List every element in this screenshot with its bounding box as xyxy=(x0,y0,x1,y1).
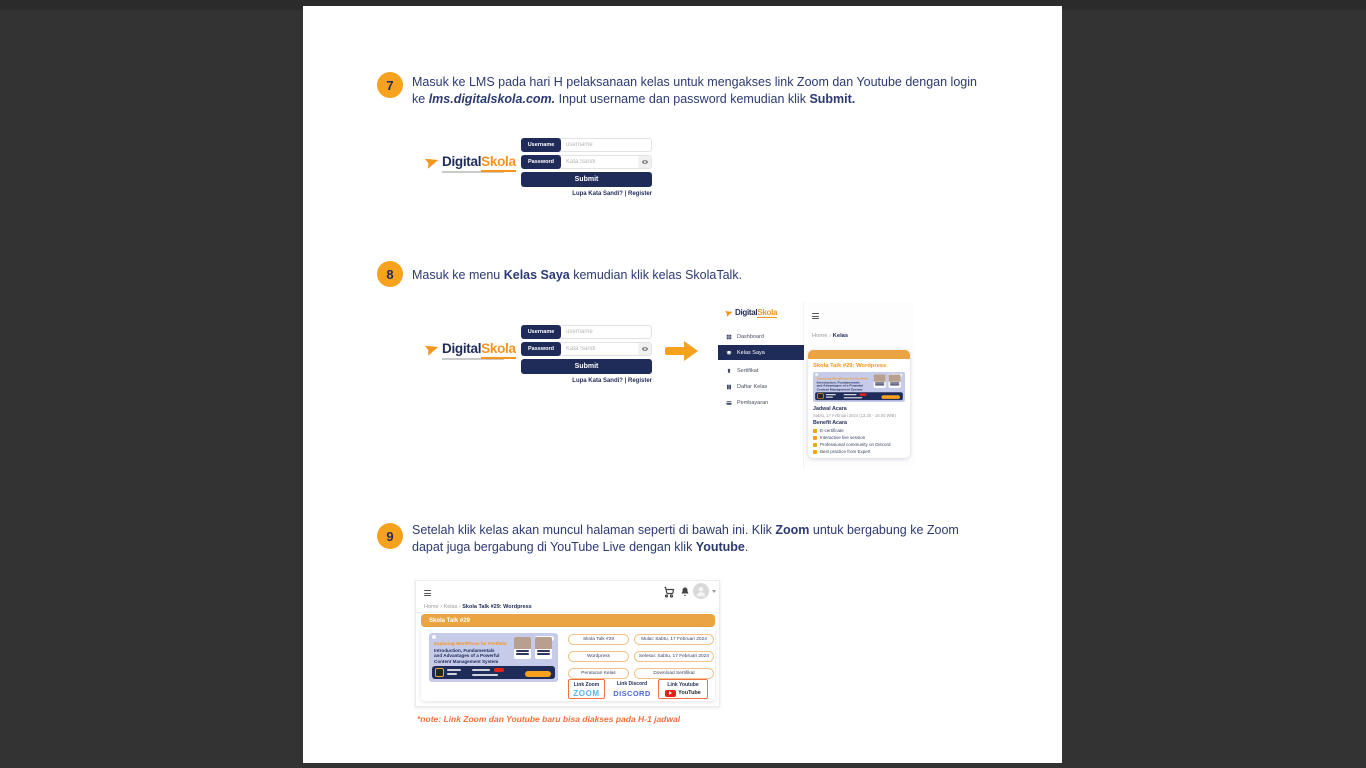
bell-icon[interactable] xyxy=(679,586,691,598)
sidebar-item-kelas-saya[interactable] xyxy=(718,345,804,360)
digitalskola-logo xyxy=(425,154,520,173)
link-zoom-box[interactable] xyxy=(568,679,605,699)
lms-kelas-screenshot xyxy=(718,302,914,468)
benefit-bullet-icon xyxy=(813,443,817,447)
banner-footer-strip xyxy=(432,666,555,679)
class-banner xyxy=(813,372,905,402)
link-youtube-box[interactable] xyxy=(658,679,708,699)
pill-peraturan-kelas[interactable]: Peraturan Kelas xyxy=(568,668,629,679)
speaker-photo xyxy=(535,637,552,649)
sidebar-item-label: Kelas Saya xyxy=(737,349,765,356)
speaker-photo xyxy=(514,637,531,649)
username-input[interactable] xyxy=(558,325,652,339)
password-row xyxy=(521,155,652,169)
speaker-photo-card xyxy=(889,374,901,387)
login-screenshot-2 xyxy=(425,325,653,391)
zoom-link[interactable]: ZOOM xyxy=(573,689,600,698)
sidebar-item-label: Sertifikat xyxy=(737,367,759,374)
pill-class-topic[interactable]: Wordpress xyxy=(568,651,629,662)
step-9-youtube-word: Youtube xyxy=(695,539,745,554)
logo-word-digital: Digital xyxy=(442,341,482,356)
password-label: Password xyxy=(521,155,561,169)
step-9-zoom-word: Zoom xyxy=(775,523,810,537)
youtube-wordmark: YouTube xyxy=(678,690,701,696)
eye-icon xyxy=(641,158,649,166)
breadcrumb-current: Kelas xyxy=(832,333,849,339)
login-footer-links[interactable]: Lupa Kata Sandi? | Register xyxy=(572,191,652,197)
link-discord-label: Link Discord xyxy=(616,681,648,687)
payment-card-icon xyxy=(726,400,732,406)
password-label: Password xyxy=(521,342,561,356)
pill-class-name[interactable]: Skola Talk #29 xyxy=(568,634,629,645)
discord-link[interactable]: DISCORD xyxy=(613,689,651,698)
logo-row xyxy=(425,154,520,169)
menu-icon[interactable] xyxy=(812,312,819,320)
sidebar-item-pembayaran[interactable] xyxy=(718,396,804,409)
logo-text xyxy=(735,308,777,317)
graduation-cap-icon xyxy=(726,350,732,356)
logo-word-digital: Digital xyxy=(735,308,758,317)
class-card-top-bar xyxy=(808,350,910,359)
step-7-text xyxy=(412,74,990,107)
step-7-submit-word: Submit. xyxy=(809,91,856,106)
login-footer-links[interactable]: Lupa Kata Sandi? | Register xyxy=(572,378,652,384)
banner-logo-dot xyxy=(432,635,436,639)
password-row xyxy=(521,342,652,356)
username-row xyxy=(521,138,652,152)
banner-logo-dot xyxy=(815,373,818,375)
class-header-bar xyxy=(421,614,715,627)
menu-icon[interactable] xyxy=(424,589,431,597)
password-toggle[interactable] xyxy=(638,343,651,355)
paper-plane-icon xyxy=(423,153,441,171)
step-8-seg-2: kemudian klik kelas SkolaTalk. xyxy=(569,268,743,282)
sidebar-item-sertifikat[interactable] xyxy=(718,364,804,377)
sidebar-item-label: Dashboard xyxy=(737,333,764,340)
banner-title: Exploring WordPress for Portfolio xyxy=(434,641,507,646)
breadcrumb xyxy=(812,333,848,339)
class-header-title: Skola Talk #29 xyxy=(429,617,470,624)
digitalskola-logo xyxy=(425,341,520,360)
benefit-item xyxy=(813,435,865,440)
sidebar-item-daftar-kelas[interactable] xyxy=(718,380,804,393)
avatar[interactable] xyxy=(693,583,709,599)
step-8-text xyxy=(412,267,990,284)
banner-footer-strip xyxy=(815,392,903,400)
login-screenshot-1 xyxy=(425,138,653,204)
speaker-photo-card xyxy=(535,637,552,659)
username-input[interactable] xyxy=(558,138,652,152)
schedule-text: Sabtu, 17 Februari 2024 (13.30 - 16.00 WIB) xyxy=(813,413,896,418)
dashboard-icon xyxy=(726,334,732,340)
class-banner-large xyxy=(429,633,558,682)
breadcrumb-home[interactable]: Home xyxy=(812,333,828,339)
breadcrumb-separator: › xyxy=(458,604,461,610)
breadcrumb-current: Skola Talk #29: Wordpress xyxy=(462,604,532,610)
benefit-item xyxy=(813,449,871,454)
breadcrumb-home[interactable]: Home xyxy=(424,604,439,610)
username-label: Username xyxy=(521,138,561,152)
benefit-item xyxy=(813,428,844,433)
eye-icon xyxy=(641,345,649,353)
username-row xyxy=(521,325,652,339)
document-page xyxy=(303,6,1062,763)
paper-plane-icon xyxy=(724,307,734,317)
speaker-photo-card xyxy=(514,637,531,659)
step-7-badge: 7 xyxy=(377,72,403,98)
login-form xyxy=(521,325,652,384)
benefit-bullet-icon xyxy=(813,450,817,454)
breadcrumb-separator: › xyxy=(440,604,443,610)
login-form xyxy=(521,138,652,197)
logo-word-digital: Digital xyxy=(442,154,482,169)
banner-register-button xyxy=(525,671,551,677)
cart-icon[interactable] xyxy=(663,586,675,598)
benefit-bullet-icon xyxy=(813,436,817,440)
link-discord-box[interactable] xyxy=(610,679,654,699)
step-8-badge: 8 xyxy=(377,261,403,287)
banner-subtitle: Introduction, Fundamentals and Advantages of a Powerful Content Management System xyxy=(816,381,864,391)
youtube-badge-mini xyxy=(859,393,866,395)
step-8-seg-0: Masuk ke menu xyxy=(412,268,504,282)
lms-main-area xyxy=(804,302,914,468)
submit-button[interactable]: Submit xyxy=(521,172,652,187)
benefit-label: Interactive live session xyxy=(820,435,866,440)
logo-word-skola: Skola xyxy=(757,308,778,317)
step-9-seg-0: Setelah klik kelas akan muncul halaman seperti di bawah ini. Klik xyxy=(412,523,776,537)
youtube-play-icon xyxy=(665,690,676,697)
logo-word-skola: Skola xyxy=(481,341,516,359)
speaker-photo xyxy=(874,374,886,381)
username-label: Username xyxy=(521,325,561,339)
banner-register-button xyxy=(881,395,900,399)
step-7-seg-0: Masuk ke LMS pada hari H pelaksanaan kelas untuk mengakses link Zoom dan Youtube dengan login ke xyxy=(412,75,977,106)
benefit-bullet-icon xyxy=(813,429,817,433)
speaker-photo-card xyxy=(874,374,886,387)
breadcrumb-kelas[interactable]: Kelas xyxy=(443,604,458,610)
speaker-photo xyxy=(889,374,901,381)
step-7-seg-2: Input username dan password kemudian klik xyxy=(555,91,810,106)
footnote: *note: Link Zoom dan Youtube baru bisa diakses pada H-1 jadwal xyxy=(417,714,681,724)
link-zoom-label: Link Zoom xyxy=(573,682,600,688)
benefit-label: Best practice from Expert xyxy=(820,449,871,454)
logo-text xyxy=(442,341,516,356)
step-9-seg-2: untuk bergabung ke Zoom dapat juga bergabung di YouTube Live dengan klik xyxy=(412,523,959,554)
banner-title: Exploring WordPress for Portfolio xyxy=(816,376,869,380)
breadcrumb xyxy=(424,604,532,610)
pill-mulai-date[interactable]: Mulai: Sabtu, 17 Februari 2024 xyxy=(634,634,714,645)
lms-sidebar xyxy=(718,302,804,468)
certificate-icon xyxy=(726,368,732,374)
moderator-photo xyxy=(817,393,823,399)
benefit-item xyxy=(813,442,891,447)
step-9-badge: 9 xyxy=(377,523,403,549)
class-card-title: Skola Talk #29: Wordpress xyxy=(813,363,887,369)
class-page-screenshot xyxy=(415,580,720,707)
book-icon xyxy=(726,384,732,390)
logo-row xyxy=(425,341,520,356)
breadcrumb-separator: › xyxy=(829,333,832,339)
sidebar-item-label: Pembayaran xyxy=(737,399,769,406)
logo-text xyxy=(442,154,516,169)
banner-subtitle: Introduction, Fundamentals and Advantages of a Powerful Content Management System xyxy=(434,648,500,664)
user-icon xyxy=(693,583,709,599)
digitalskola-logo-small xyxy=(725,308,777,317)
sidebar-item-dashboard[interactable] xyxy=(718,330,804,343)
class-banner-small xyxy=(813,372,905,402)
class-content-card xyxy=(421,627,715,701)
chevron-down-icon[interactable] xyxy=(712,590,716,593)
class-card[interactable] xyxy=(808,350,910,458)
step-9-seg-4: . xyxy=(744,539,749,554)
benefit-label: E-certificate xyxy=(820,428,844,433)
benefit-heading: Benefit Acara xyxy=(813,420,847,426)
logo-word-skola: Skola xyxy=(481,154,516,172)
pill-download-sertifikat[interactable]: Download Sertifikat xyxy=(634,668,714,679)
benefit-label: Professional community on Discord xyxy=(820,442,891,447)
step-8-menu-word: Kelas Saya xyxy=(503,268,570,282)
youtube-link[interactable] xyxy=(659,690,707,697)
paper-plane-icon xyxy=(423,340,441,358)
divider xyxy=(416,612,719,613)
step-7-url: lms.digitalskola.com. xyxy=(428,91,556,106)
schedule-heading: Jadwal Acara xyxy=(813,406,847,412)
sidebar-item-label: Daftar Kelas xyxy=(737,383,768,390)
link-youtube-label: Link Youtube xyxy=(667,682,699,688)
step-9-text xyxy=(412,522,990,555)
youtube-badge-mini xyxy=(494,668,504,672)
password-toggle[interactable] xyxy=(638,156,651,168)
right-arrow-icon xyxy=(665,341,699,361)
moderator-photo xyxy=(435,668,444,677)
pill-selesai-date[interactable]: Selesai: Sabtu, 17 Februari 2024 xyxy=(634,651,714,662)
submit-button[interactable]: Submit xyxy=(521,359,652,374)
